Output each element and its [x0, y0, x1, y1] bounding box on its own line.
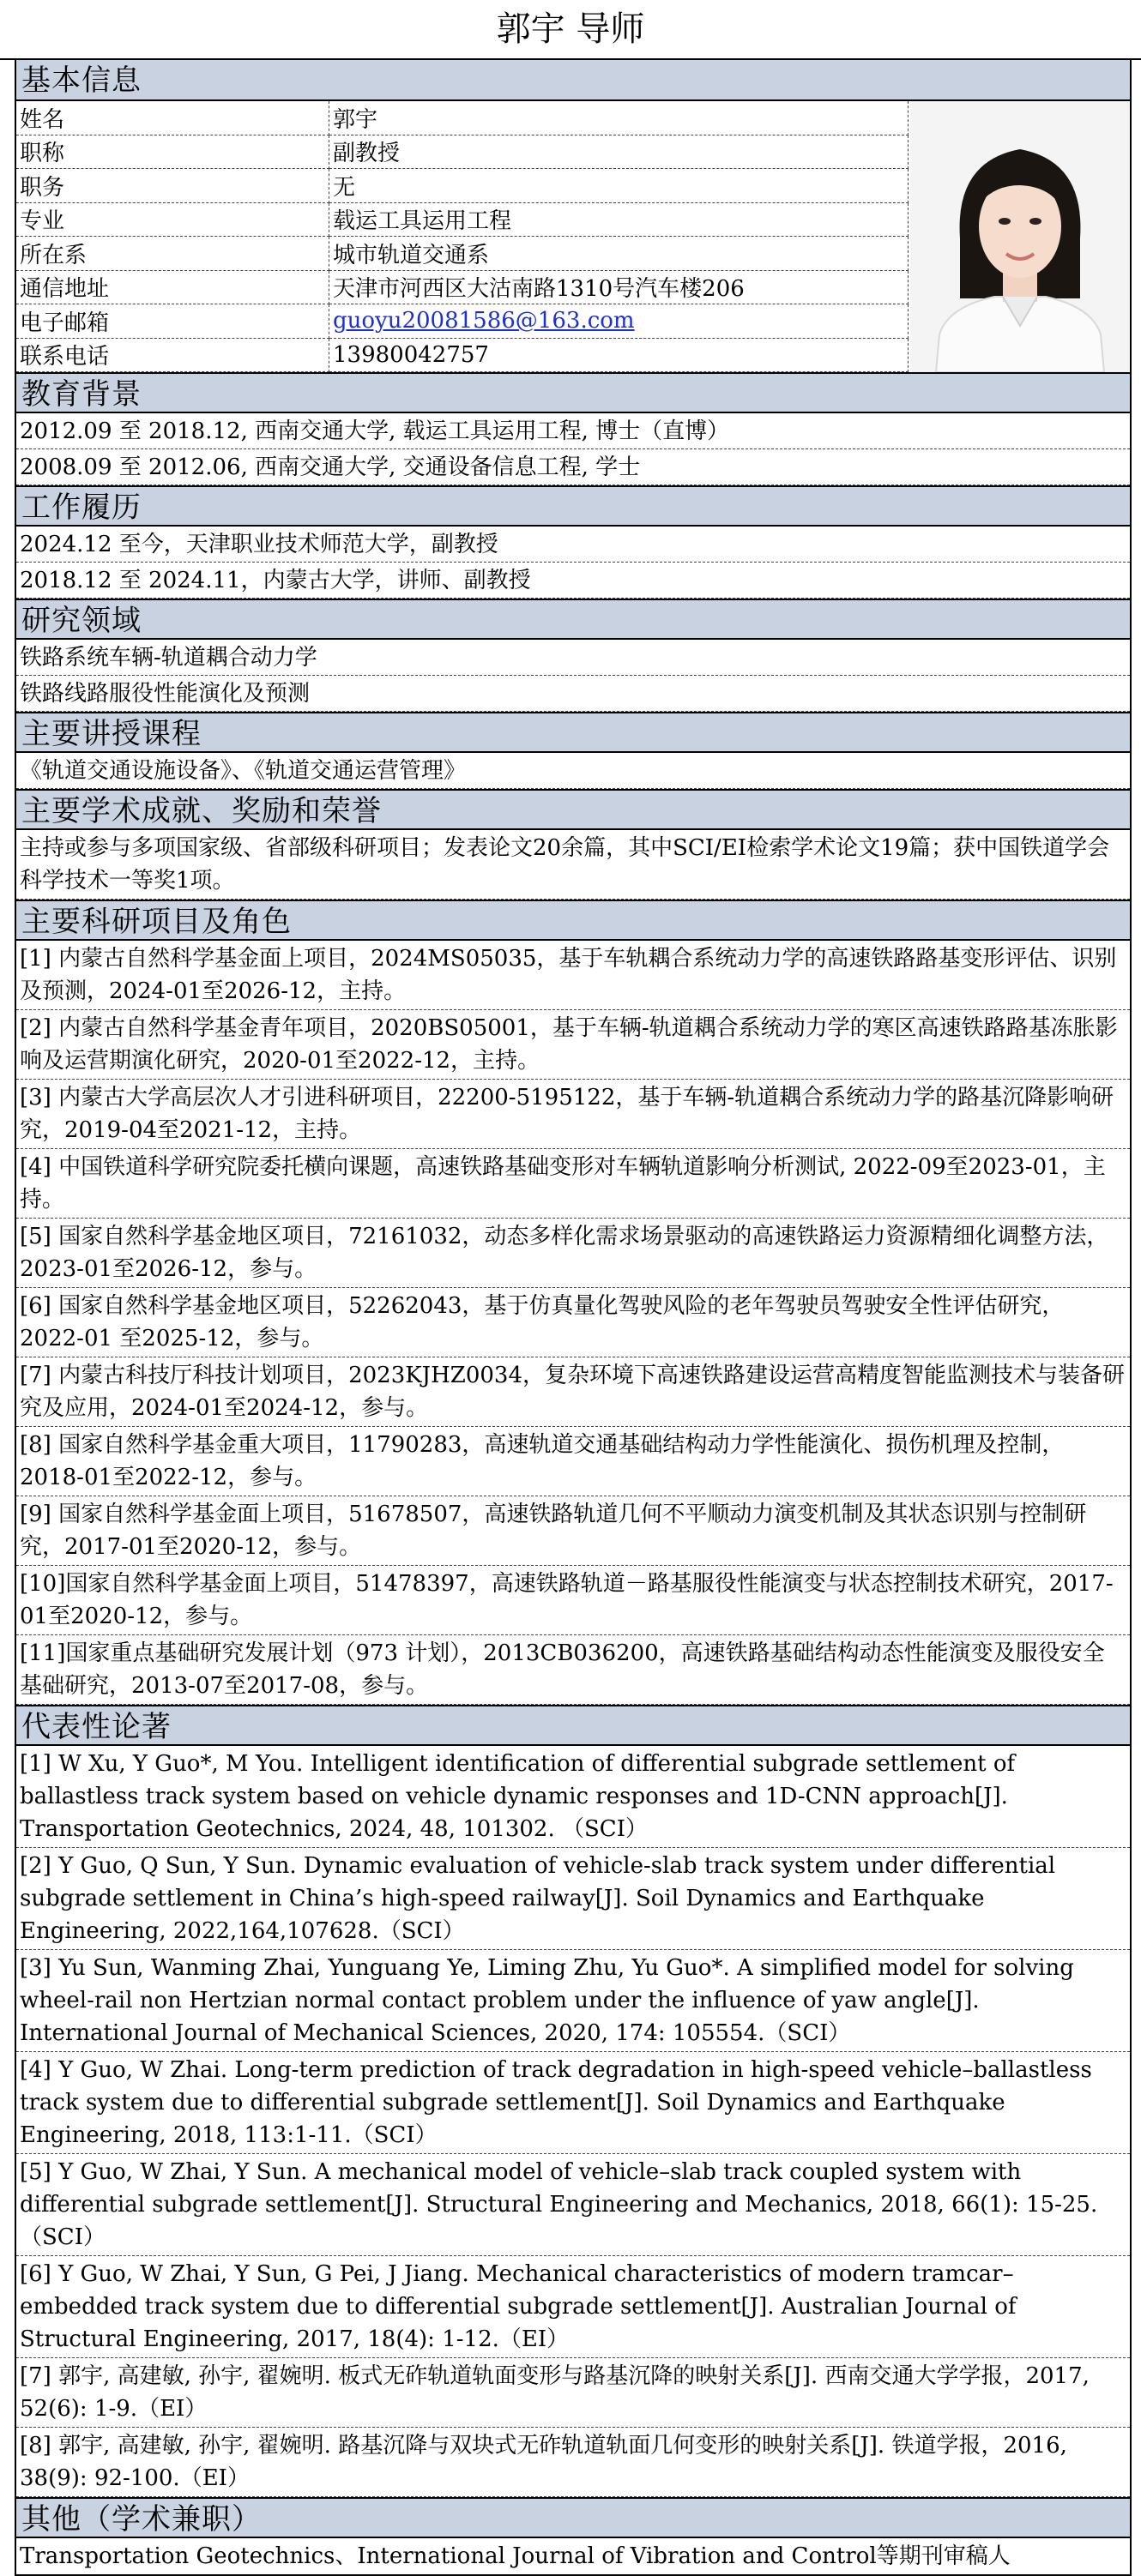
section-research-header: 研究领域 — [16, 599, 1130, 640]
basic-info-row — [16, 169, 909, 203]
basic-info-row — [16, 338, 909, 372]
research-item: 铁路线路服役性能演化及预测 — [16, 676, 1130, 712]
paper-item: [5] Y Guo, W Zhai, Y Sun. A mechanical model of vehicle–slab track coupled system with differential subgrade settlement[J]. Structural Engineering and Mechanics, 2018, 66(1): 15-25.（SCI） — [16, 2154, 1130, 2256]
research-list — [16, 640, 1130, 712]
basic-info-row — [16, 270, 909, 304]
basic-info-value: 城市轨道交通系 — [329, 237, 909, 271]
paper-item: [7] 郭宇, 高建敏, 孙宇, 翟婉明. 板式无砟轨道轨面变形与路基沉降的映射关系[J]. 西南交通大学学报，2017, 52(6): 1-9.（EI） — [16, 2358, 1130, 2428]
basic-info-table — [16, 101, 909, 372]
section-work-header: 工作履历 — [16, 485, 1130, 527]
project-item: [8] 国家自然科学基金重大项目，11790283，高速轨道交通基础结构动力学性能演化、损伤机理及控制，2018-01至2022-12，参与。 — [16, 1427, 1130, 1496]
project-item: [4] 中国铁道科学研究院委托横向课题，高速铁路基础变形对车辆轨道影响分析测试, 2022-09至2023-01，主持。 — [16, 1149, 1130, 1219]
paper-item: [1] W Xu, Y Guo*, M You. Intelligent identification of differential subgrade settlement of ballastless track system based on vehicle dynamic responses and 1D-CNN approach[J]. Transportation Geotechnics, 2024, 48, 101302. （SCI） — [16, 1746, 1130, 1848]
email-link[interactable]: guoyu20081586@163.com — [333, 308, 635, 334]
paper-item: [2] Y Guo, Q Sun, Y Sun. Dynamic evaluation of vehicle-slab track system under differential subgrade settlement in China’s high-speed railway[J]. Soil Dynamics and Earthquake Engineering, 2022,164,107628.（SCI） — [16, 1848, 1130, 1950]
basic-info-row — [16, 135, 909, 169]
project-item: [3] 内蒙古大学高层次人才引进科研项目，22200-5195122，基于车辆-轨道耦合系统动力学的路基沉降影响研究，2019-04至2021-12，主持。 — [16, 1080, 1130, 1149]
section-basic-header: 基本信息 — [16, 60, 1130, 101]
education-item: 2012.09 至 2018.12, 西南交通大学, 载运工具运用工程, 博士（直博） — [16, 413, 1130, 449]
project-item: [9] 国家自然科学基金面上项目，51678507，高速铁路轨道几何不平顺动力演变机制及其状态识别与控制研究，2017-01至2020-12，参与。 — [16, 1496, 1130, 1566]
paper-item: [8] 郭宇, 高建敏, 孙宇, 翟婉明. 路基沉降与双块式无砟轨道轨面几何变形的映射关系[J]. 铁道学报，2016, 38(9): 92-100.（EI） — [16, 2428, 1130, 2497]
project-item: [2] 内蒙古自然科学基金青年项目，2020BS05001，基于车辆-轨道耦合系统动力学的寒区高速铁路路基冻胀影响及运营期演化研究，2020-01至2022-12，主持。 — [16, 1010, 1130, 1080]
basic-info-key: 职称 — [16, 135, 329, 169]
basic-info-key: 通信地址 — [16, 270, 329, 304]
research-item: 铁路系统车辆-轨道耦合动力学 — [16, 640, 1130, 676]
page-title: 郭宇 导师 — [0, 0, 1141, 60]
basic-info-key: 姓名 — [16, 101, 329, 135]
courses-text: 《轨道交通设施设备》、《轨道交通运营管理》 — [16, 753, 1130, 789]
email-value — [329, 304, 909, 339]
section-courses-header: 主要讲授课程 — [16, 712, 1130, 753]
basic-info-key: 职务 — [16, 169, 329, 203]
basic-info-value: 副教授 — [329, 135, 909, 169]
section-papers-header: 代表性论著 — [16, 1705, 1130, 1746]
basic-info-row — [16, 101, 909, 135]
portrait-image — [910, 101, 1130, 372]
basic-info-block — [16, 101, 1130, 372]
basic-info-key: 专业 — [16, 202, 329, 237]
work-item: 2018.12 至 2024.11，内蒙古大学，讲师、副教授 — [16, 563, 1130, 599]
project-item: [7] 内蒙古科技厅科技计划项目，2023KJHZ0034，复杂环境下高速铁路建设运营高精度智能监测技术与装备研究及应用，2024-01至2024-12，参与。 — [16, 1357, 1130, 1427]
project-item: [6] 国家自然科学基金地区项目，52262043，基于仿真量化驾驶风险的老年驾驶员驾驶安全性评估研究，2022-01 至2025-12，参与。 — [16, 1288, 1130, 1357]
basic-info-value: 无 — [329, 169, 909, 203]
basic-info-row — [16, 237, 909, 271]
project-item: [5] 国家自然科学基金地区项目，72161032，动态多样化需求场景驱动的高速铁路运力资源精细化调整方法，2023-01至2026-12，参与。 — [16, 1219, 1130, 1288]
portrait-photo — [910, 101, 1130, 372]
basic-info-key: 联系电话 — [16, 338, 329, 372]
other-text: Transportation Geotechnics、International Journal of Vibration and Control等期刊审稿人 — [20, 2543, 1011, 2569]
achievements-text: 主持或参与多项国家级、省部级科研项目；发表论文20余篇，其中SCI/EI检索学术论文19篇；获中国铁道学会科学技术一等奖1项。 — [16, 830, 1130, 900]
paper-item: [6] Y Guo, W Zhai, Y Sun, G Pei, J Jiang. Mechanical characteristics of modern tramcar–embedded track system due to differential subgrade settlement[J]. Australian Journal of Structural Engineering, 2017, 18(4): 1-12.（EI） — [16, 2256, 1130, 2358]
paper-item: [4] Y Guo, W Zhai. Long-term prediction of track degradation in high-speed vehicle–ballastless track system due to differential subgrade settlement[J]. Soil Dynamics and Earthquake Engineering, 2018, 113:1-11.（SCI） — [16, 2052, 1130, 2154]
papers-list — [16, 1746, 1130, 2497]
project-item: [10]国家自然科学基金面上项目，51478397，高速铁路轨道－路基服役性能演变与状态控制技术研究，2017-01至2020-12，参与。 — [16, 1566, 1130, 1635]
work-list — [16, 527, 1130, 599]
profile-frame — [15, 60, 1132, 2576]
work-item: 2024.12 至今，天津职业技术师范大学，副教授 — [16, 527, 1130, 563]
project-item: [1] 内蒙古自然科学基金面上项目，2024MS05035，基于车轨耦合系统动力学的高速铁路路基变形评估、识别及预测，2024-01至2026-12，主持。 — [16, 941, 1130, 1010]
basic-info-row — [16, 202, 909, 237]
basic-info-value: 天津市河西区大沽南路1310号汽车楼206 — [329, 270, 909, 304]
section-other-header: 其他（学术兼职） — [16, 2497, 1130, 2538]
section-education-header: 教育背景 — [16, 372, 1130, 413]
basic-info-value: 13980042757 — [329, 338, 909, 372]
basic-info-key: 所在系 — [16, 237, 329, 271]
basic-info-value: 载运工具运用工程 — [329, 202, 909, 237]
basic-info-key: 电子邮箱 — [16, 304, 329, 339]
basic-info-row — [16, 304, 909, 339]
project-item: [11]国家重点基础研究发展计划（973 计划），2013CB036200，高速铁路基础结构动态性能演变及服役安全基础研究，2013-07至2017-08，参与。 — [16, 1635, 1130, 1705]
education-list — [16, 413, 1130, 485]
projects-list — [16, 941, 1130, 1705]
section-projects-header: 主要科研项目及角色 — [16, 900, 1130, 941]
paper-item: [3] Yu Sun, Wanming Zhai, Yunguang Ye, Liming Zhu, Yu Guo*. A simplified model for solving wheel-rail non Hertzian normal contact problem under the influence of yaw angle[J]. International Journal of Mechanical Sciences, 2020, 174: 105554.（SCI） — [16, 1950, 1130, 2052]
section-achievements-header: 主要学术成就、奖励和荣誉 — [16, 789, 1130, 830]
education-item: 2008.09 至 2012.06, 西南交通大学, 交通设备信息工程, 学士 — [16, 449, 1130, 485]
basic-info-value: 郭宇 — [329, 101, 909, 135]
